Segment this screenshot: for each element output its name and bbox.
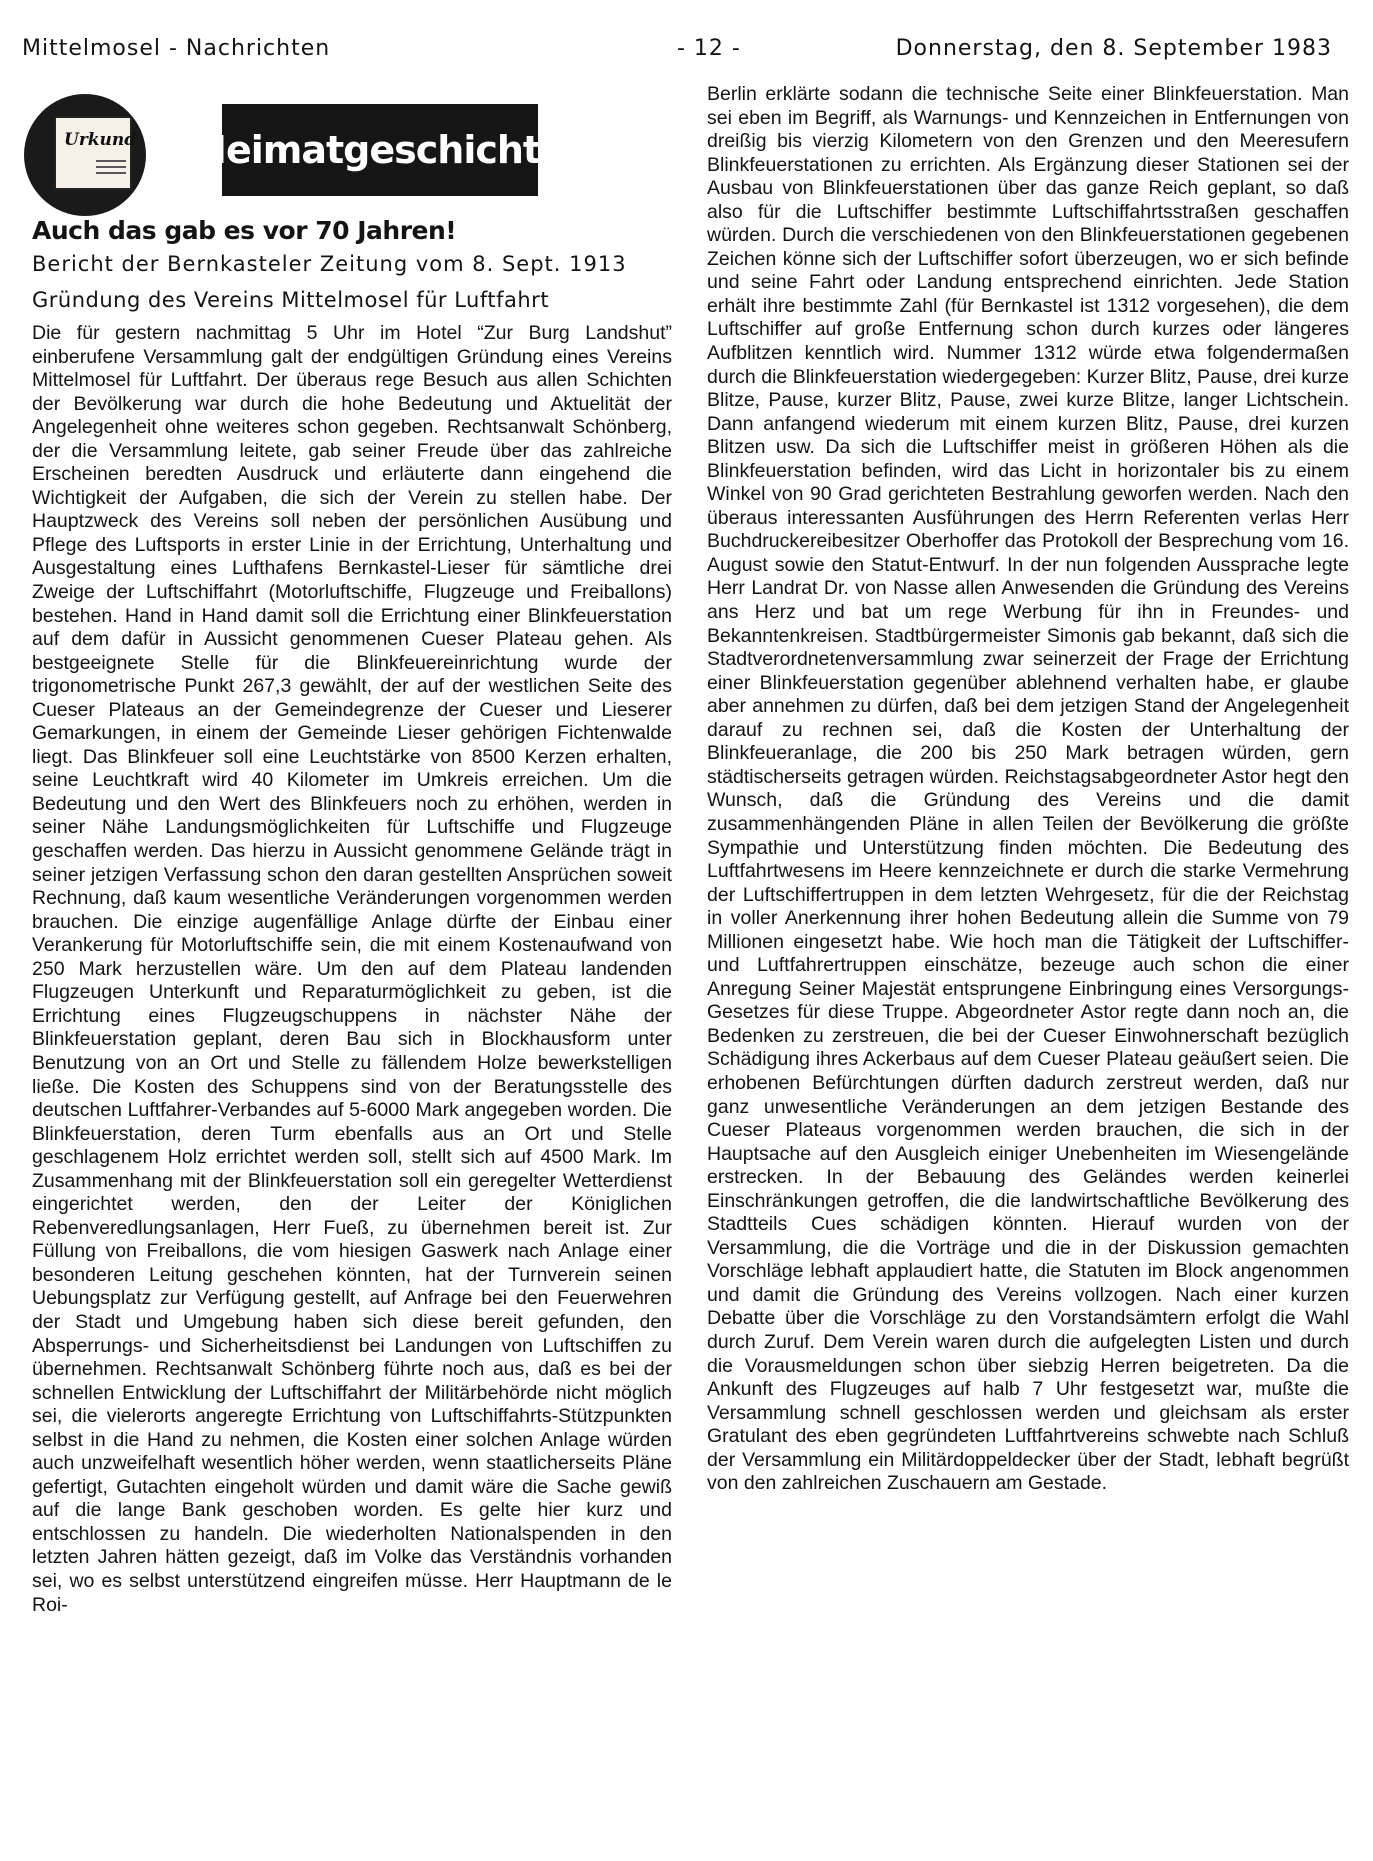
page-number: - 12 -: [677, 36, 741, 61]
archive-logo: [24, 94, 146, 216]
logo-text: Urkund: [64, 130, 137, 150]
logo-document-card: [54, 116, 137, 190]
article-column-left: Die für gestern nachmittag 5 Uhr im Hotel “Zur Burg Landshut” einberufene Versammlung galt der endgültigen Gründung eines Vereins Mittelmosel für Luftfahrt. Der überaus rege Besuch aus allen Schichten der Bevölkerung war durch die hohe Bedeutung und Aktuelität der Angelegenheit ohne weiteres schon gegeben. Rechtsanwalt Schönberg, der die Versammlung leitete, gab seiner Freude über das zahlreiche Erscheinen beredten Ausdruck und erläuterte dann eingehend die Wichtigkeit der Aufgaben, die sich der Verein zu stellen habe. Der Hauptzweck des Vereins soll neben der persönlichen Ausübung und Pflege des Luftsports in erster Linie in der Errichtung, Unterhaltung und Ausgestaltung eines Lufthafens Bernkastel-Lieser für sämtliche drei Zweige der Luftschiffahrt (Motorluftschiffe, Flugzeuge und Freiballons) bestehen. Hand in Hand damit soll die Errichtung einer Blinkfeuerstation auf dem dafür in Aussicht genommenen Cueser Plateau gehen. Als bestgeeignete Stelle für die Blinkfeuereinrichtung wurde der trigonometrische Punkt 267,3 gewählt, der auf der westlichen Seite des Cueser Plateaus an der Gemeindegrenze der Cueser und Lieserer Gemarkungen, in einem der Gemeinde Lieser gehörigen Fichtenwalde liegt. Das Blinkfeuer soll eine Leuchtstärke von 8500 Kerzen erhalten, seine Leuchtkraft wird 40 Kilometer im Umkreis erreichen. Um die Bedeutung und den Wert des Blinkfeuers noch zu erhöhen, werden in seiner Nähe Landungsmöglichkeiten für Luftschiffe und Flugzeuge geschaffen werden. Das hierzu in Aussicht genommene Gelände trägt in seiner jetzigen Verfassung schon den daran gestellten Ansprüchen soweit Rechnung, daß kaum wesentliche Veränderungen vorgenommen werden brauchen. Die einzige augenfällige Anlage dürfte der Einbau einer Verankerung für Motorluftschiffe sein, die mit einem Kostenaufwand von 250 Mark herzustellen wäre. Um den auf dem Plateau landenden Flugzeugen Unterkunft und Reparaturmöglichkeit zu geben, ist die Errichtung eines Flugzeugschuppens in nächster Nähe der Blinkfeuerstation geplant, deren Bau sich in Blockhausform unter Benutzung von an Ort und Stelle zu fällendem Holze bewerkstelligen ließe. Die Kosten des Schuppens sind von der Beratungsstelle des deutschen Luftfahrer-Verbandes auf 5-6000 Mark angegeben worden. Die Blinkfeuerstation, deren Turm ebenfalls aus an Ort und Stelle geschlagenem Holz errichtet werden soll, stellt sich auf 4500 Mark. Im Zusammenhang mit der Blinkfeuerstation soll ein geregelter Wetterdienst eingerichtet werden, den der Leiter der Königlichen Rebenveredlungsanlagen, Herr Fueß, zu übernehmen bereit ist. Zur Füllung von Freiballons, die vom hiesigen Gaswerk nach Anlage einer besonderen Leitung geschehen könnten, hat der Turnverein seinen Uebungsplatz zur Verfügung gestellt, auf Anfrage bei den Feuerwehren der Stadt und Umgebung haben sich diese bereit gefunden, den Absperrungs- und Sicherheitsdienst bei Landungen von Luftschiffen zu übernehmen. Rechtsanwalt Schönberg führte noch aus, daß es bei der schnellen Entwicklung der Luftschiffahrt der Militärbehörde nicht möglich sei, die vielerorts angeregte Errichtung von Luftschiffahrts-Stützpunkten selbst in die Hand zu nehmen, die Kosten einer solchen Anlage würden auch unzweifelhaft wesentlich höher werden, wenn staatlicherseits Pläne gefertigt, Gutachten eingeholt würden und damit wäre die Sache gewiß auf die lange Bank geschoben worden. Es gelte hier kurz und entschlossen zu handeln. Die wiederholten Nationalspenden in den letzten Jahren hätten gezeigt, daß im Volke das Verständnis vorhanden sei, wo es selbst unterstützend eingreifen müsse. Herr Hauptmann de le Roi-: [32, 322, 672, 1616]
newspaper-name: Mittelmosel - Nachrichten: [22, 36, 331, 61]
page-header: [22, 36, 1332, 70]
logo-lines: [96, 160, 126, 178]
section-banner: Heimatgeschichte: [222, 104, 538, 196]
issue-date: Donnerstag, den 8. September 1983: [895, 36, 1332, 61]
article-source: Bericht der Bernkasteler Zeitung vom 8. Sept. 1913: [32, 252, 627, 276]
article-headline: Auch das gab es vor 70 Jahren!: [32, 216, 457, 245]
article-column-right: Berlin erklärte sodann die technische Seite einer Blinkfeuerstation. Man sei eben im Begriff, als Warnungs- und Kennzeichen in Entfernungen von dreißig bis vierzig Kilometern von den Grenzen und den Meeresufern Blinkfeuerstationen zu errichten. Als Ergänzung dieser Stationen sei der Ausbau von Blinkfeuerstationen über das ganze Reich geplant, so daß also für die Luftschiffer bestimmte Luftschiffahrtsstraßen geschaffen würden. Durch die verschiedenen von den Blinkfeuerstationen gegebenen Zeichen könne sich der Luftschiffer sofort überzeugen, wo er sich befinde und seine Fahrt oder Landung entsprechend einrichten. Jede Station erhält ihre bestimmte Zahl (für Bernkastel ist 1312 vorgesehen), die dem Luftschiffer auf große Entfernung schon durch kurzes oder längeres Aufblitzen kenntlich wird. Nummer 1312 würde etwa folgendermaßen durch die Blinkfeuerstation wiedergegeben: Kurzer Blitz, Pause, drei kurze Blitze, Pause, kurzer Blitz, Pause, zwei kurze Blitze, langer Lichtschein. Dann anfangend wiederum mit einem kurzen Blitz, Pause, drei kurzen Blitzen usw. Da sich die Luftschiffer meist in größeren Höhen als die Blinkfeuerstation befinden, wird das Licht in horizontaler bis zu einem Winkel von 90 Grad gerichteten Bestrahlung geworfen werden. Nach den überaus interessanten Ausführungen des Herrn Referenten verlas Herr Buchdruckereibesitzer Oberhoffer das Protokoll der Besprechung vom 16. August sowie den Statut-Entwurf. In der nun folgenden Aussprache legte Herr Landrat Dr. von Nasse allen Anwesenden die Gründung des Vereins ans Herz und bat um rege Werbung für ihn in Freundes- und Bekanntenkreisen. Stadtbürgermeister Simonis gab bekannt, daß sich die Stadtverordnetenversammlung zwar seinerzeit der Frage der Errichtung einer Blinkfeuerstation gegenüber ablehnend verhalten habe, er glaube aber annehmen zu dürfen, daß bei dem jetzigen Stand der Angelegenheit darauf zu rechnen sei, daß die Kosten der Unterhaltung der Blinkfeueranlage, die 200 bis 250 Mark betragen würden, gern städtischerseits getragen würden. Reichstagsabgeordneter Astor hegt den Wunsch, daß die Gründung des Vereins und die damit zusammenhängenden Pläne in allen Teilen der Bevölkerung die größte Sympathie und Unterstützung finden möchten. Die Bedeutung des Luftfahrtwesens im Heere kennzeichnete er durch die starke Vermehrung der Luftschiffertruppen in dem letzten Wehrgesetz, für die der Reichstag in voller Anerkennung ihrer hohen Bedeutung allein die Summe von 79 Millionen eingesetzt habe. Wie hoch man die Tätigkeit der Luftschiffer- und Luftfahrertruppen einschätze, bezeuge auch schon die einer Anregung Seiner Majestät entsprungene Einbringung eines Versorgungs-Gesetzes für diese Truppe. Abgeordneter Astor regte dann noch an, die Bedenken zu zerstreuen, die bei der Cueser Einwohnerschaft bezüglich Schädigung ihres Ackerbaus auf dem Cueser Plateau geäußert seien. Die erhobenen Befürchtungen dürften dadurch zerstreut werden, daß nur ganz unwesentliche Veränderungen an dem jetzigen Bestande des Cueser Plateaus vorgenommen werden brauchen, die sich in der Hauptsache auf den Ausgleich einiger Unebenheiten im Wiesengelände erstrecken. In der Bebauung des Geländes werden keinerlei Einschränkungen getroffen, die die landwirtschaftliche Bevölkerung des Stadtteils Cues schädigen könnten. Hierauf wurden von der Versammlung, die die Vorträge und die in der Diskussion gemachten Vorschläge lebhaft applaudiert hatte, die Statuten im Block angenommen und damit die Gründung des Vereins vollzogen. Nach einer kurzen Debatte über die Vorschläge zu den Vorstandsämtern erfolgt die Wahl durch Zuruf. Dem Verein waren durch die aufgelegten Listen und durch die Vorausmeldungen schon über siebzig Herren beigetreten. Da die Ankunft des Flugzeuges auf halb 7 Uhr festgesetzt war, mußte die Versammlung schnell geschlossen werden und gleichsam als erster Gratulant des eben gegründeten Luftfahrtvereins schwebte nach Schluß der Versammlung ein Militärdoppeldecker über der Stadt, lebhaft begrüßt von den zahlreichen Zuschauern am Gestade.: [707, 83, 1349, 1495]
article-title: Gründung des Vereins Mittelmosel für Luftfahrt: [32, 288, 550, 312]
